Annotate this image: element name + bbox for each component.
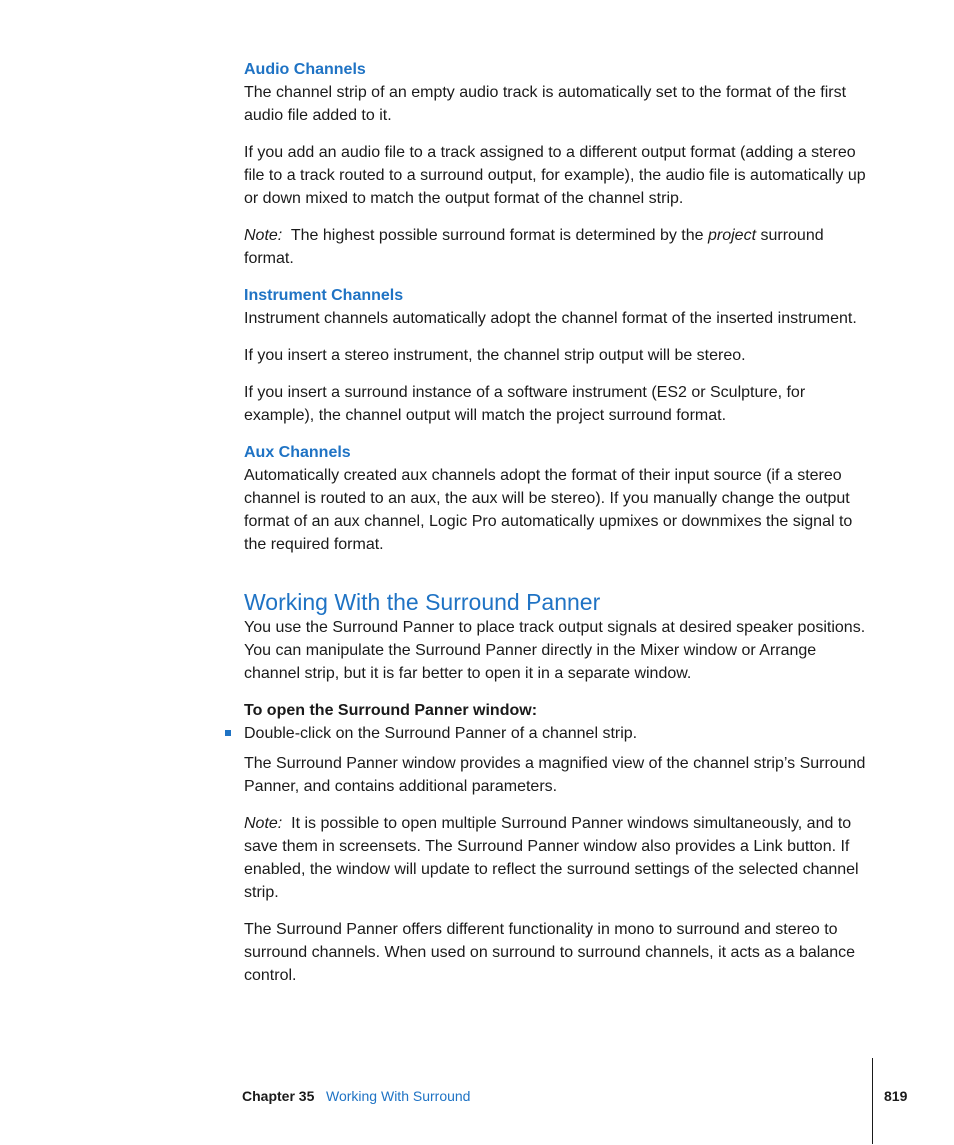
note-text-post: surround format. <box>244 227 824 267</box>
paragraph: Automatically created aux channels adopt the format of their input source (if a stereo channel is routed to an aux, the aux will be stereo). If you manually change the output format of an aux channel, Logic Pro automatically upmixes or downmixes the signal to the required format. <box>244 467 853 553</box>
paragraph: If you insert a stereo instrument, the channel strip output will be stereo. <box>244 347 746 364</box>
list-item <box>244 722 874 745</box>
paragraph: You use the Surround Panner to place track output signals at desired speaker positions. You can manipulate the Surround Panner directly in the Mixer window or Arrange channel strip, but it is far better to open it in a separate window. <box>244 619 866 682</box>
note-paragraph <box>244 224 874 270</box>
paragraph: If you insert a surround instance of a software instrument (ES2 or Sculpture, for example), the channel output will match the project surround format. <box>244 384 806 424</box>
note-paragraph <box>244 812 874 904</box>
note-label: Note: <box>244 815 283 832</box>
note-text-emphasis: project <box>707 227 757 244</box>
subheading-aux-channels: Aux Channels <box>244 444 351 461</box>
footer-chapter-title: Working With Surround <box>326 1088 471 1104</box>
note-label: Note: <box>244 227 283 244</box>
note-text: It is possible to open multiple Surround Panner windows simultaneously, and to save them in screensets. The Surround Panner window also provides a Link button. If enabled, the window will update to reflect the surround settings of the selected channel strip. <box>244 815 859 901</box>
section-title: Working With the Surround Panner <box>244 589 601 615</box>
footer-chapter-label: Chapter 35 <box>242 1088 315 1104</box>
task-title: To open the Surround Panner window: <box>244 702 538 719</box>
page-footer <box>0 1086 954 1110</box>
list-item-text: Double-click on the Surround Panner of a channel strip. <box>244 725 638 742</box>
bullet-square-icon <box>225 730 231 736</box>
paragraph: The Surround Panner window provides a magnified view of the channel strip’s Surround Panner, and contains additional parameters. <box>244 755 866 795</box>
paragraph: The Surround Panner offers different functionality in mono to surround and stereo to surround channels. When used on surround to surround channels, it acts as a balance control. <box>244 921 856 984</box>
page-number: 819 <box>884 1088 908 1104</box>
paragraph: If you add an audio file to a track assigned to a different output format (adding a stereo file to a track routed to a surround output, for example), the audio file is automatically up or down mixed to match the output format of the channel strip. <box>244 144 866 207</box>
paragraph: Instrument channels automatically adopt the channel format of the inserted instrument. <box>244 310 857 327</box>
note-text-pre: The highest possible surround format is determined by the <box>290 227 704 244</box>
page-content <box>244 58 874 1001</box>
footer-divider <box>872 1058 873 1144</box>
paragraph: The channel strip of an empty audio track is automatically set to the format of the first audio file added to it. <box>244 84 847 124</box>
subheading-audio-channels: Audio Channels <box>244 61 366 78</box>
subheading-instrument-channels: Instrument Channels <box>244 287 404 304</box>
